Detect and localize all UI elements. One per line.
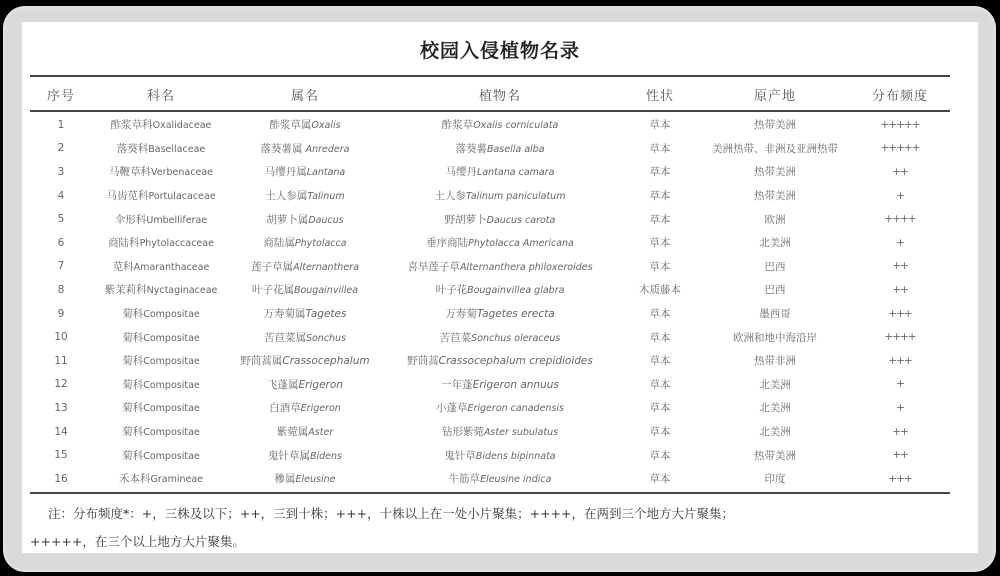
cell-family [92, 184, 230, 208]
family-latin: Umbelliferae [146, 214, 208, 226]
cell-genus [230, 110, 380, 137]
cell-no [30, 255, 92, 279]
plant-cn: 苦苣菜 [439, 331, 472, 344]
genus-cn: 莲子草属 [251, 260, 294, 273]
table-row [30, 349, 950, 373]
cell-family [92, 373, 230, 397]
plant-latin: Erigeron annuus [472, 378, 559, 391]
cell-frequency: + [896, 236, 904, 249]
plant-cn: 土人参 [434, 190, 467, 203]
genus-latin: Bidens [309, 450, 342, 462]
plant-cn: 鬼针草 [444, 449, 476, 462]
cell-habit: 草本 [649, 237, 671, 250]
cell-frequency: ++ [892, 425, 908, 438]
plant-cn: 喜旱莲子草 [407, 260, 460, 273]
cell-genus [230, 467, 380, 491]
plant-latin: Bidens bipinnata [475, 450, 556, 462]
cell-plant [380, 137, 620, 161]
family-latin: Compositae [143, 427, 200, 439]
cell-genus [230, 255, 380, 279]
plant-cn: 落葵薯 [455, 142, 487, 155]
row-number: 16 [54, 472, 68, 485]
cell-habit: 草本 [649, 331, 671, 344]
cell-habit: 草本 [649, 260, 671, 273]
cell-plant [380, 110, 620, 137]
genus-latin: Talinum [307, 191, 345, 203]
table-row [30, 184, 950, 208]
header-habit: 性状 [645, 88, 674, 104]
family-latin: Nyctaginaceae [146, 285, 218, 297]
family-latin: Compositae [143, 403, 200, 415]
table-row [30, 325, 950, 349]
cell-habit: 草本 [649, 166, 671, 179]
plant-cn: 万寿菊 [445, 308, 477, 321]
family-latin: Verbenaceae [151, 167, 213, 179]
cell-frequency: +++ [888, 472, 912, 485]
cell-genus [230, 373, 380, 397]
cell-plant [380, 207, 620, 231]
top-rule [30, 75, 950, 77]
family-cn: 菊科 [122, 308, 144, 321]
genus-latin: Daucus [308, 214, 344, 226]
cell-origin: 巴西 [764, 284, 786, 297]
cell-origin: 热带非洲 [754, 355, 796, 368]
cell-family [92, 231, 230, 255]
cell-origin: 印度 [764, 473, 786, 486]
genus-cn: 土人参属 [265, 190, 308, 203]
cell-plant [380, 396, 620, 420]
cell-origin: 热带美洲 [754, 190, 796, 203]
genus-cn: 商陆属 [263, 237, 295, 250]
cell-no [30, 137, 92, 161]
document-page [22, 22, 978, 553]
cell-frequency: ++ [892, 165, 908, 178]
plant-latin: Sonchus oleraceus [471, 332, 561, 344]
genus-latin: Erigeron [300, 403, 341, 415]
family-cn: 伞形科 [114, 213, 147, 226]
family-cn: 酢浆草科 [110, 119, 153, 132]
cell-habit: 草本 [649, 449, 671, 462]
plant-cn: 酢浆草 [441, 119, 474, 132]
family-cn: 马齿苋科 [106, 190, 149, 203]
genus-latin: Erigeron [298, 378, 343, 391]
genus-latin: Alternanthera [293, 261, 359, 273]
cell-frequency: ++ [892, 260, 908, 273]
family-latin: Phytolaccaceae [139, 238, 214, 250]
family-cn: 菊科 [122, 331, 144, 344]
cell-no [30, 207, 92, 231]
table-row [30, 255, 950, 279]
footnote-line-2: +++++，在三个以上地方大片聚集。 [30, 534, 245, 549]
cell-family [92, 207, 230, 231]
table-row [30, 137, 950, 161]
genus-cn: 野茼蒿属 [240, 355, 283, 368]
cell-no [30, 396, 92, 420]
cell-plant [380, 231, 620, 255]
family-latin: Compositae [143, 379, 200, 391]
family-latin: Compositae [143, 309, 200, 321]
header-row [30, 78, 950, 110]
cell-plant [380, 443, 620, 467]
family-latin: Basellaceae [148, 143, 206, 155]
cell-origin: 北美洲 [759, 402, 791, 415]
plant-cn: 小蓬草 [435, 402, 468, 415]
plant-latin: Aster subulatus [483, 427, 559, 439]
genus-latin: Phytolacca [294, 238, 347, 250]
plant-latin: Daucus carota [486, 214, 556, 226]
genus-cn: 马缨丹属 [264, 166, 307, 179]
cell-no [30, 302, 92, 326]
table-title: 校园入侵植物名录 [419, 40, 580, 62]
row-number: 11 [54, 354, 68, 367]
header-no: 序号 [46, 88, 75, 104]
cell-origin: 欧洲和地中海沿岸 [733, 331, 817, 344]
genus-cn: 胡萝卜属 [266, 213, 309, 226]
table-row [30, 420, 950, 444]
row-number: 4 [57, 189, 65, 202]
table-row [30, 467, 950, 491]
family-cn: 菊科 [122, 426, 144, 439]
plant-latin: Basella alba [486, 143, 545, 155]
table-row [30, 302, 950, 326]
cell-no [30, 443, 92, 467]
cell-habit: 草本 [649, 426, 671, 439]
cell-no [30, 325, 92, 349]
table-row [30, 231, 950, 255]
cell-no [30, 110, 92, 137]
cell-no [30, 373, 92, 397]
cell-family [92, 278, 230, 302]
cell-family [92, 302, 230, 326]
cell-habit: 草本 [649, 473, 671, 486]
cell-genus [230, 278, 380, 302]
cell-family [92, 443, 230, 467]
family-cn: 菊科 [122, 449, 144, 462]
cell-plant [380, 467, 620, 491]
cell-family [92, 137, 230, 161]
cell-frequency: ++++ [884, 331, 916, 344]
genus-cn: 叶子花属 [251, 284, 294, 297]
cell-plant [380, 184, 620, 208]
cell-no [30, 278, 92, 302]
genus-latin: Bougainvillea [293, 285, 359, 297]
family-cn: 商陆科 [108, 237, 140, 250]
row-number: 14 [54, 425, 68, 438]
row-number: 13 [54, 401, 68, 414]
genus-latin: Oxalis [311, 120, 341, 132]
plant-latin: Oxalis corniculata [473, 120, 559, 132]
plant-latin: Lantana camara [477, 167, 555, 179]
cell-genus [230, 443, 380, 467]
cell-origin: 热带美洲 [754, 449, 796, 462]
table-row [30, 396, 950, 420]
plant-latin: Bougainvillea glabra [467, 285, 565, 297]
cell-origin: 热带美洲 [754, 119, 796, 132]
cell-plant [380, 255, 620, 279]
cell-frequency: +++++ [880, 118, 920, 131]
plant-latin: Erigeron canadensis [467, 403, 564, 415]
footnote-line-1: 注：分布频度*：+，三株及以下；++，三到十株；+++，十株以上在一处小片聚集；++++，在两到三个地方大片聚集； [48, 506, 734, 521]
family-cn: 紫茉莉科 [104, 284, 147, 297]
family-cn: 苋科 [112, 260, 134, 273]
row-number: 15 [54, 449, 68, 462]
genus-cn: 万寿菊属 [263, 308, 306, 321]
cell-frequency: ++++ [884, 213, 916, 226]
cell-frequency: +++ [888, 307, 912, 320]
cell-origin: 墨西哥 [759, 308, 791, 321]
cell-frequency: ++ [892, 449, 908, 462]
family-latin: Oxalidaceae [152, 120, 212, 132]
cell-no [30, 184, 92, 208]
table-row [30, 207, 950, 231]
cell-habit: 草本 [649, 190, 671, 203]
row-number: 5 [57, 213, 65, 226]
cell-habit: 草本 [649, 119, 671, 132]
cell-habit: 木质藤本 [639, 284, 681, 297]
cell-habit: 草本 [649, 355, 671, 368]
plant-latin: Eleusine indica [480, 474, 552, 486]
cell-no [30, 231, 92, 255]
row-number: 10 [54, 331, 68, 344]
cell-genus [230, 231, 380, 255]
genus-latin: Lantana [306, 167, 346, 179]
header-origin: 原产地 [753, 88, 796, 104]
cell-origin: 美洲热带、非洲及亚洲热带 [712, 142, 838, 155]
cell-family [92, 420, 230, 444]
family-cn: 禾本科 [118, 473, 151, 486]
family-latin: Compositae [143, 356, 200, 368]
cell-origin: 北美洲 [759, 426, 791, 439]
cell-plant [380, 160, 620, 184]
cell-plant [380, 349, 620, 373]
plant-latin: Tagetes erecta [476, 308, 555, 321]
row-number: 3 [57, 165, 65, 178]
cell-plant [380, 420, 620, 444]
cell-frequency: + [896, 189, 904, 202]
genus-cn: 落葵薯属 [260, 142, 303, 155]
cell-origin: 巴西 [764, 260, 786, 273]
cell-frequency: + [896, 401, 904, 414]
plant-cn: 垂序商陆 [426, 237, 469, 250]
cell-frequency: +++ [888, 354, 912, 367]
cell-genus [230, 420, 380, 444]
plant-latin: Alternanthera philoxeroides [459, 261, 593, 273]
header-frequency: 分布频度 [871, 88, 928, 104]
plant-latin: Crassocephalum crepidioides [438, 355, 593, 368]
genus-cn: 苦苣菜属 [263, 331, 306, 344]
cell-habit: 草本 [649, 213, 671, 226]
header-genus: 属名 [290, 88, 319, 104]
genus-latin: Tagetes [305, 308, 347, 321]
cell-family [92, 255, 230, 279]
genus-cn: 紫菀属 [276, 426, 309, 439]
genus-latin: Eleusine [295, 474, 336, 486]
cell-frequency: ++ [892, 283, 908, 296]
cell-family [92, 325, 230, 349]
bottom-rule [30, 492, 950, 494]
plant-latin: Talinum paniculatum [466, 191, 566, 203]
cell-family [92, 160, 230, 184]
cell-plant [380, 278, 620, 302]
cell-family [92, 396, 230, 420]
genus-cn: 穇属 [274, 473, 296, 486]
family-latin: Gramineae [150, 474, 203, 486]
row-number: 12 [54, 378, 68, 391]
cell-genus [230, 207, 380, 231]
cell-family [92, 110, 230, 137]
family-latin: Amaranthaceae [133, 261, 210, 273]
cell-family [92, 467, 230, 491]
genus-cn: 飞蓬属 [267, 378, 299, 391]
cell-genus [230, 396, 380, 420]
genus-latin: Anredera [302, 143, 350, 155]
cell-habit: 草本 [649, 402, 671, 415]
cell-no [30, 420, 92, 444]
genus-cn: 鬼针草属 [267, 449, 310, 462]
family-cn: 菊科 [122, 378, 144, 391]
plant-cn: 牛筋草 [448, 473, 481, 486]
cell-family [92, 349, 230, 373]
cell-plant [380, 325, 620, 349]
cell-plant [380, 302, 620, 326]
family-latin: Compositae [143, 450, 200, 462]
family-cn: 马鞭草科 [109, 166, 152, 179]
cell-origin: 北美洲 [759, 378, 791, 391]
plant-cn: 叶子花 [435, 284, 468, 297]
table-row [30, 373, 950, 397]
cell-habit: 草本 [649, 308, 671, 321]
cell-origin: 热带美洲 [754, 166, 796, 179]
plant-cn: 一年蓬 [441, 378, 473, 391]
cell-frequency: + [896, 378, 904, 391]
genus-cn: 白酒草 [269, 402, 301, 415]
cell-frequency: +++++ [880, 142, 920, 155]
cell-genus [230, 160, 380, 184]
table-row [30, 278, 950, 302]
genus-latin: Crassocephalum [282, 355, 370, 368]
plant-cn: 钻形紫菀 [441, 426, 484, 439]
table-row [30, 443, 950, 467]
cell-genus [230, 184, 380, 208]
footnote [30, 500, 960, 556]
cell-genus [230, 325, 380, 349]
genus-latin: Sonchus [305, 332, 347, 344]
row-number: 7 [57, 260, 65, 273]
table-row [30, 110, 950, 137]
cell-origin: 北美洲 [759, 237, 791, 250]
family-latin: Portulacaceae [148, 191, 216, 203]
family-cn: 落葵科 [116, 142, 149, 155]
header-family: 科名 [146, 88, 175, 104]
family-latin: Compositae [143, 332, 200, 344]
genus-cn: 酢浆草属 [269, 119, 312, 132]
row-number: 6 [57, 236, 65, 249]
cell-genus [230, 349, 380, 373]
row-number: 9 [57, 307, 65, 320]
cell-habit: 草本 [649, 378, 671, 391]
plant-cn: 野胡萝卜 [444, 213, 487, 226]
invasive-plants-table [30, 78, 950, 491]
cell-genus [230, 302, 380, 326]
plant-cn: 马缨丹 [445, 166, 478, 179]
cell-no [30, 467, 92, 491]
cell-no [30, 160, 92, 184]
cell-genus [230, 137, 380, 161]
row-number: 2 [57, 142, 65, 155]
header-plant: 植物名 [478, 88, 521, 104]
plant-cn: 野茼蒿 [407, 355, 439, 368]
family-cn: 菊科 [122, 355, 144, 368]
row-number: 1 [57, 118, 65, 131]
family-cn: 菊科 [122, 402, 144, 415]
table-row [30, 160, 950, 184]
cell-habit: 草本 [649, 142, 671, 155]
plant-latin: Phytolacca Americana [468, 238, 574, 250]
cell-no [30, 349, 92, 373]
row-number: 8 [57, 283, 65, 296]
cell-origin: 欧洲 [764, 213, 786, 226]
cell-plant [380, 373, 620, 397]
genus-latin: Aster [308, 427, 334, 439]
